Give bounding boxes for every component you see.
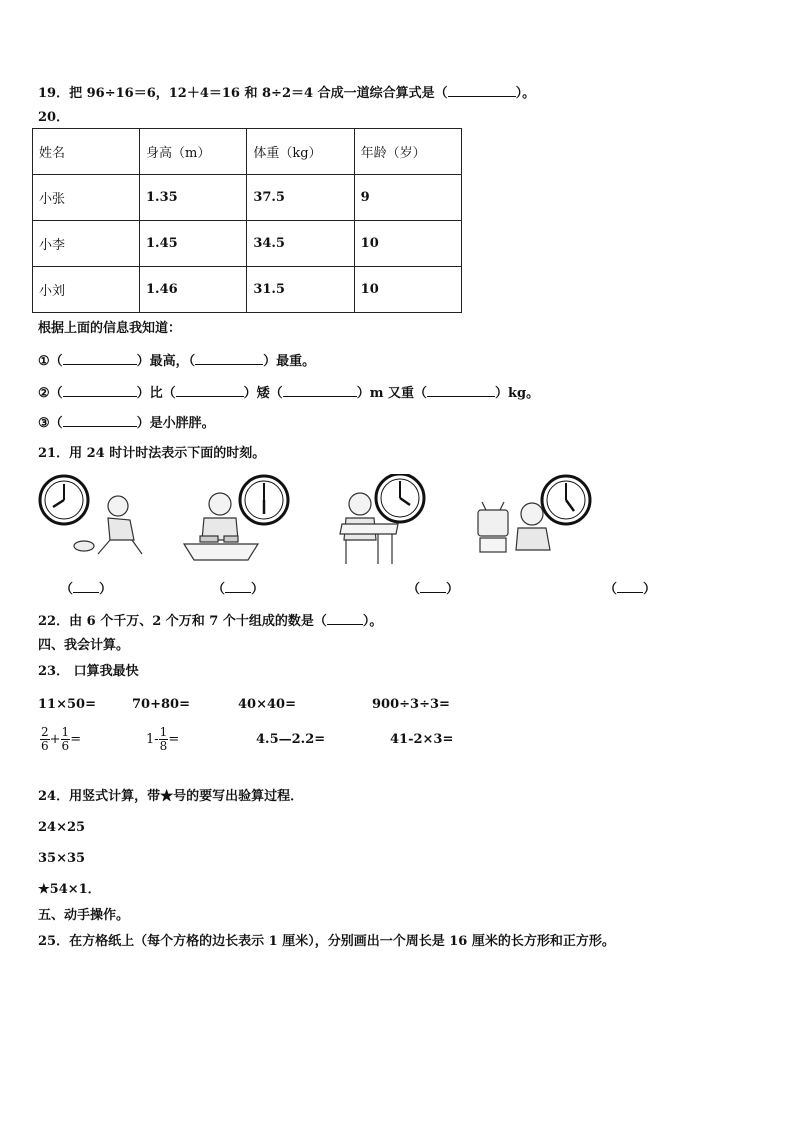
table-cell: 37.5 <box>247 175 354 221</box>
vertical-calc-item: 35×35 <box>38 851 86 866</box>
clock-icon <box>376 474 424 522</box>
answer-blank[interactable] <box>617 580 643 593</box>
clock-answer-1: （ ） <box>60 582 113 597</box>
table-cell: 小刘 <box>33 267 140 313</box>
table-row <box>33 267 462 313</box>
answer-blank[interactable] <box>420 580 446 593</box>
question-20-line-1: ①（ ）最高，（ ）最重。 <box>38 354 316 369</box>
table-cell: 10 <box>354 267 461 313</box>
table-cell: 姓名 <box>33 129 140 175</box>
table-cell: 31.5 <box>247 267 354 313</box>
info-table <box>32 128 462 313</box>
vertical-calc-item: 24×25 <box>38 820 86 835</box>
calc-item-fraction-sum: $\frac{2}{6}$ + $\frac{1}{6}$ = <box>41 725 82 753</box>
clock-answer-4: （ ） <box>604 582 657 597</box>
clock-icon <box>40 476 88 524</box>
table-row <box>33 221 462 267</box>
table-cell: 9 <box>354 175 461 221</box>
table-cell: 34.5 <box>247 221 354 267</box>
table-cell: 年龄（岁） <box>354 129 461 175</box>
question-23-title: 23． 口算我最快 <box>38 664 139 679</box>
table-cell: 1.46 <box>140 267 247 313</box>
question-19: 19．把 96÷16＝6，12＋4＝16 和 8÷2＝4 合成一道综合算式是（ ）。 <box>38 86 536 101</box>
vertical-calc-item: ★54×1． <box>38 882 101 897</box>
table-cell: 1.35 <box>140 175 247 221</box>
calc-item: 40×40= <box>238 697 296 712</box>
question-20-line-2: ②（ ）比（ ）矮（ ）m 又重（ ）kg。 <box>38 386 540 401</box>
answer-blank[interactable] <box>73 580 99 593</box>
answer-blank[interactable] <box>283 384 357 397</box>
clock-icon <box>542 476 590 524</box>
fraction: $\frac{1}{6}$ <box>61 725 70 753</box>
clock-illustrations <box>38 474 598 570</box>
calc-item: 4.5—2.2= <box>256 732 326 747</box>
table-row <box>33 175 462 221</box>
calc-item: 11×50= <box>38 697 96 712</box>
answer-blank[interactable] <box>63 384 137 397</box>
tv-and-kid-icon <box>478 502 550 552</box>
answer-blank[interactable] <box>63 414 137 427</box>
section-4-heading: 四、我会计算。 <box>38 638 130 653</box>
question-22: 22．由 6 个千万、2 个万和 7 个十组成的数是（ ）。 <box>38 614 383 629</box>
answer-blank[interactable] <box>427 384 495 397</box>
info-intro: 根据上面的信息我知道： <box>38 321 182 336</box>
answer-blank[interactable] <box>225 580 251 593</box>
calc-item: 900÷3÷3= <box>372 697 450 712</box>
fraction: $\frac{2}{6}$ <box>41 725 49 753</box>
answer-blank[interactable] <box>195 352 263 365</box>
calc-item: 70+80= <box>132 697 190 712</box>
question-20-line-3: ③（ ）是小胖胖。 <box>38 416 215 431</box>
answer-blank[interactable] <box>176 384 244 397</box>
section-5-heading: 五、动手操作。 <box>38 908 130 923</box>
fraction: $\frac{1}{8}$ <box>159 725 168 753</box>
question-21: 21．用 24 时计时法表示下面的时刻。 <box>38 446 266 461</box>
question-25: 25．在方格纸上（每个方格的边长表示 1 厘米），分别画出一个周长是 16 厘米的长方形和正方形。 <box>38 934 615 949</box>
table-cell: 小张 <box>33 175 140 221</box>
question-20-label: 20． <box>38 110 70 125</box>
table-cell: 体重（kg） <box>247 129 354 175</box>
calc-item-fraction-diff: 1- $\frac{1}{8}$ = <box>146 725 180 753</box>
answer-blank[interactable] <box>63 352 137 365</box>
answer-blank[interactable] <box>327 612 363 625</box>
table-cell: 小李 <box>33 221 140 267</box>
clock-icon <box>240 476 288 524</box>
table-cell: 1.45 <box>140 221 247 267</box>
calc-item: 41-2×3= <box>390 732 454 747</box>
clock-answer-3: （ ） <box>407 582 460 597</box>
question-24-title: 24．用竖式计算，带★号的要写出验算过程． <box>38 789 304 804</box>
table-cell: 10 <box>354 221 461 267</box>
clock-answer-2: （ ） <box>212 582 265 597</box>
table-header-row <box>33 129 462 175</box>
answer-blank[interactable] <box>448 84 516 97</box>
table-cell: 身高（m） <box>140 129 247 175</box>
